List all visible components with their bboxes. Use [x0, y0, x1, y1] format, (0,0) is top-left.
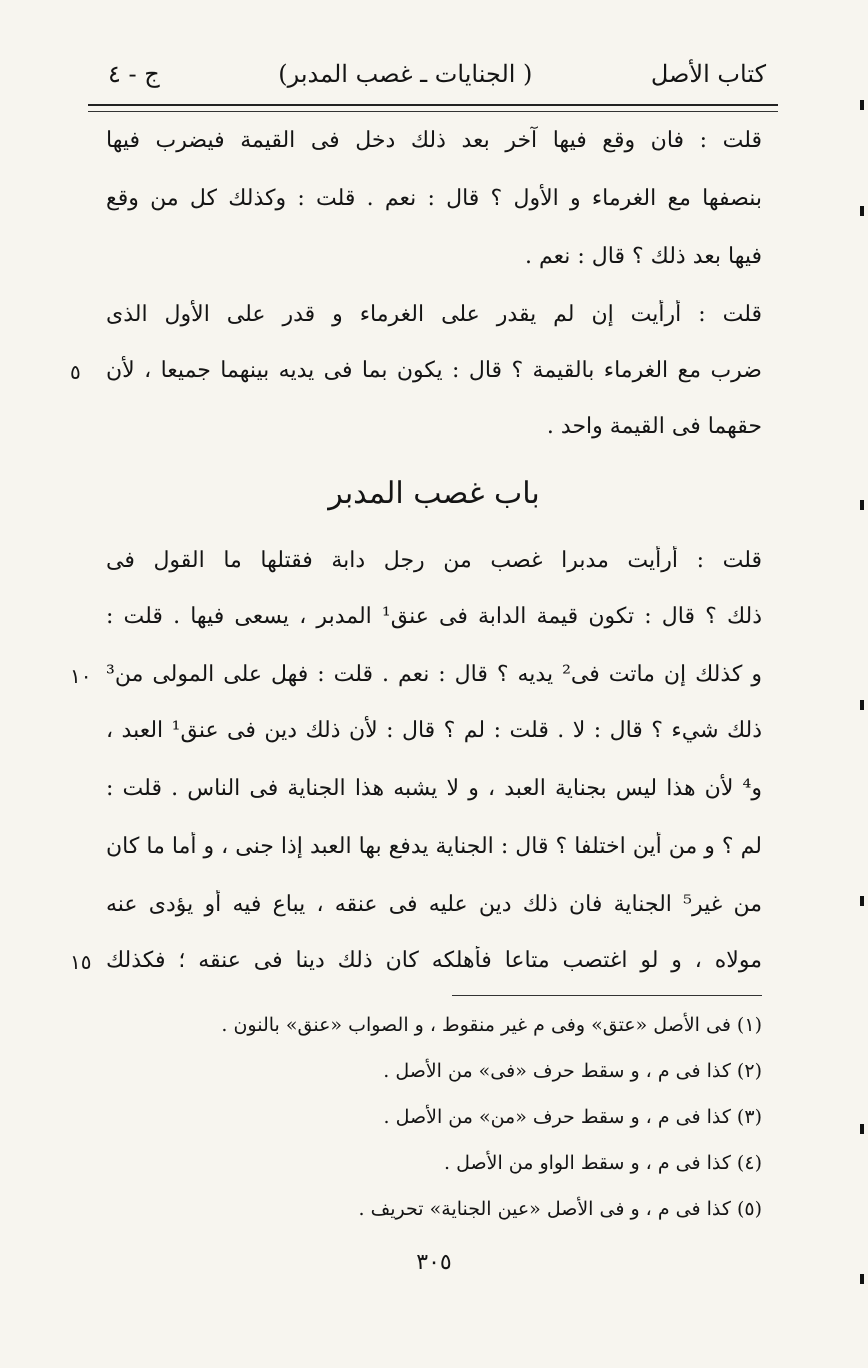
- line-number: ١٠: [70, 664, 92, 688]
- text-line: مولاه ، و لو اغتصب متاعا فأهلكه كان ذلك دينا فى عنقه ؛ فكذلك: [106, 948, 762, 973]
- footnote: (٥) كذا فى م ، و فى الأصل «عين الجناية» تحريف .: [358, 1198, 762, 1220]
- margin-mark: [860, 100, 864, 110]
- margin-mark: [860, 500, 864, 510]
- text-line: قلت : أرأيت مدبرا غصب من رجل دابة فقتلها ما القول فى: [106, 548, 762, 573]
- running-header: [108, 52, 766, 96]
- margin-mark: [860, 1124, 864, 1134]
- volume-label: ج - ٤: [108, 60, 160, 88]
- margin-mark: [860, 206, 864, 216]
- text-line: قلت : أرأيت إن لم يقدر على الغرماء و قدر على الأول الذى: [106, 302, 762, 327]
- text-line: ذلك شيء ؟ قال : لا . قلت : لم ؟ قال : لأن ذلك دين فى عنق¹ العبد ،: [106, 718, 762, 743]
- text-line: قلت : فان وقع فيها آخر بعد ذلك دخل فى القيمة فيضرب فيها: [106, 128, 762, 153]
- footnote-rule: [452, 995, 762, 996]
- header-rule-thin: [88, 111, 778, 112]
- text-line: حقهما فى القيمة واحد .: [546, 414, 762, 439]
- text-line: و⁴ لأن هذا ليس بجناية العبد ، و لا يشبه هذا الجناية فى الناس . قلت :: [106, 776, 762, 801]
- text-line: فيها بعد ذلك ؟ قال : نعم .: [525, 244, 762, 269]
- footnote: (٢) كذا فى م ، و سقط حرف «فى» من الأصل .: [383, 1060, 762, 1082]
- section-title: ( الجنايات ـ غصب المدبر): [278, 60, 533, 88]
- footnote: (١) فى الأصل «عتق» وفى م غير منقوط ، و الصواب «عنق» بالنون .: [221, 1014, 762, 1036]
- line-number: ٥: [70, 360, 81, 384]
- margin-mark: [860, 896, 864, 906]
- text-line: ضرب مع الغرماء بالقيمة ؟ قال : يكون بما فى يديه بينهما جميعا ، لأن: [106, 358, 762, 383]
- footnote: (٣) كذا فى م ، و سقط حرف «من» من الأصل .: [383, 1106, 762, 1128]
- line-number: ١٥: [70, 950, 92, 974]
- footnote: (٤) كذا فى م ، و سقط الواو من الأصل .: [444, 1152, 762, 1174]
- text-line: لم ؟ و من أين اختلفا ؟ قال : الجناية يدفع بها العبد إذا جنى ، و أما ما كان: [106, 834, 762, 859]
- chapter-heading: باب غصب المدبر: [328, 476, 540, 511]
- text-line: بنصفها مع الغرماء و الأول ؟ قال : نعم . قلت : وكذلك كل من وقع: [106, 186, 762, 211]
- margin-mark: [860, 700, 864, 710]
- header-rule-thick: [88, 104, 778, 106]
- text-line: ذلك ؟ قال : تكون قيمة الدابة فى عنق¹ المدبر ، يسعى فيها . قلت :: [106, 604, 762, 629]
- text-line: و كذلك إن ماتت فى² يديه ؟ قال : نعم . قلت : فهل على المولى من³: [106, 662, 762, 687]
- text-line: من غير⁵ الجناية فان ذلك دين عليه فى عنقه ، يباع فيه أو يؤدى عنه: [106, 892, 762, 917]
- page-number: ٣٠٥: [416, 1250, 452, 1275]
- margin-mark: [860, 1274, 864, 1284]
- book-title: كتاب الأصل: [650, 60, 766, 88]
